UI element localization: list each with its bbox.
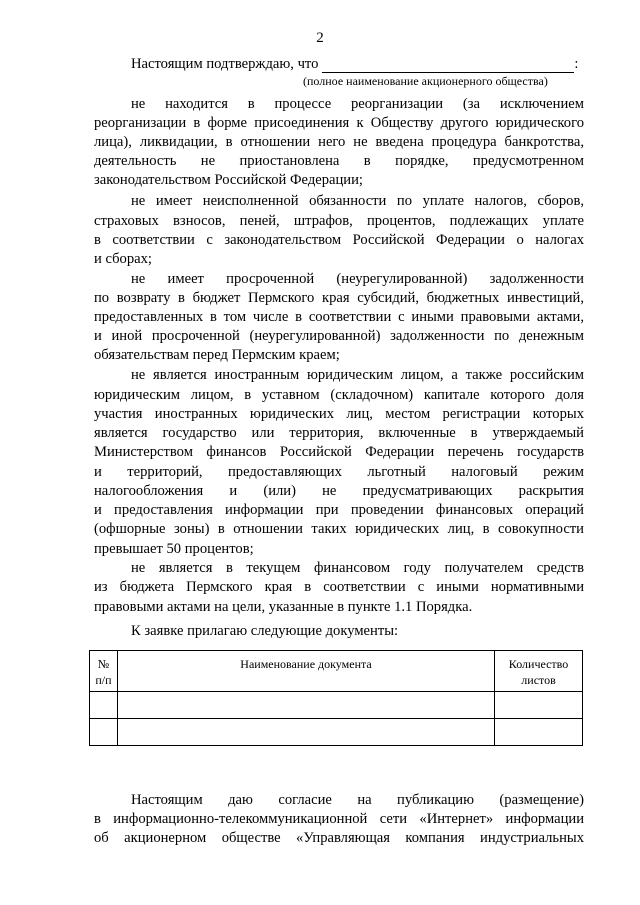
text-line: не имеет просроченной (неурегулированной) задолженности [131, 271, 584, 287]
text-line: Настоящим даю согласие на публикацию (размещение) [131, 792, 584, 808]
text-line: из бюджета Пермского края в соответствии с иными нормативными [94, 579, 584, 595]
text-line: не является иностранным юридическим лицом, а также российским [131, 367, 584, 383]
text-line: предоставленных в том числе в соответствии с иными правовыми актами, [94, 309, 584, 325]
confirm-line [131, 55, 578, 73]
header-document-name: Наименование документа [117, 651, 494, 692]
text-line: в соответствии с законодательством Российской Федерации о налогах [94, 232, 584, 248]
text-line: превышает 50 процентов; [94, 541, 254, 557]
table-header-row [90, 651, 583, 692]
text-line: по возврату в бюджет Пермского края субсидий, бюджетных инвестиций, [94, 290, 584, 306]
text-line: (офшорные зоны) в отношении таких юридических лиц, в совокупности [94, 521, 584, 537]
table-row [90, 719, 583, 746]
confirm-lead: Настоящим подтверждаю, что [131, 56, 319, 72]
text-line: и иной просроченной (неурегулированной) задолженности по денежным [94, 328, 584, 344]
text-line: участия иностранных юридических лиц, местом регистрации которых [94, 406, 584, 422]
header-number: № п/п [90, 651, 118, 692]
text-line: лица), ликвидации, в отношении него не введена процедура банкротства, [94, 134, 584, 150]
text-line: Министерством финансов Российской Федерации перечень государств [94, 444, 584, 460]
table-row [90, 692, 583, 719]
text-line: не имеет неисполненной обязанности по уплате налогов, сборов, [131, 193, 584, 209]
text-line: деятельность не приостановлена в порядке, предусмотренном [94, 153, 584, 169]
attachments-intro: К заявке прилагаю следующие документы: [131, 623, 399, 639]
text-line: и территорий, предоставляющих льготный налоговый режим [94, 464, 584, 480]
confirm-trail: : [574, 56, 579, 72]
text-line: является государство или территория, включенные в утверждаемый [94, 425, 584, 441]
text-line: и предоставления информации при проведении финансовых операций [94, 502, 584, 518]
text-line: правовыми актами на цели, указанные в пункте 1.1 Порядка. [94, 599, 473, 615]
text-line: в информационно-телекоммуникационной сети «Интернет» информации [94, 811, 584, 827]
page-number: 2 [316, 30, 324, 46]
text-line: налогообложения и (или) не предусматривающих раскрытия [94, 483, 584, 499]
text-line: страховых взносов, пеней, штрафов, процентов, подлежащих уплате [94, 213, 584, 229]
text-line: не находится в процессе реорганизации (за исключением [131, 96, 584, 112]
text-line: законодательством Российской Федерации; [94, 172, 363, 188]
text-line: обязательствам перед Пермским краем; [94, 347, 340, 363]
text-line: юридическим лицом, в уставном (складочном) капитале которого доля [94, 387, 584, 403]
company-name-blank [322, 72, 574, 73]
confirm-caption: (полное наименование акционерного общества) [303, 74, 548, 88]
header-sheet-count: Количество листов [495, 651, 583, 692]
documents-table [89, 650, 583, 746]
text-line: и сборах; [94, 251, 152, 267]
text-line: реорганизации в форме присоединения к Обществу другого юридического [94, 115, 584, 131]
text-line: об акционерном обществе «Управляющая компания индустриальных [94, 830, 584, 846]
text-line: не является в текущем финансовом году получателем средств [131, 560, 584, 576]
